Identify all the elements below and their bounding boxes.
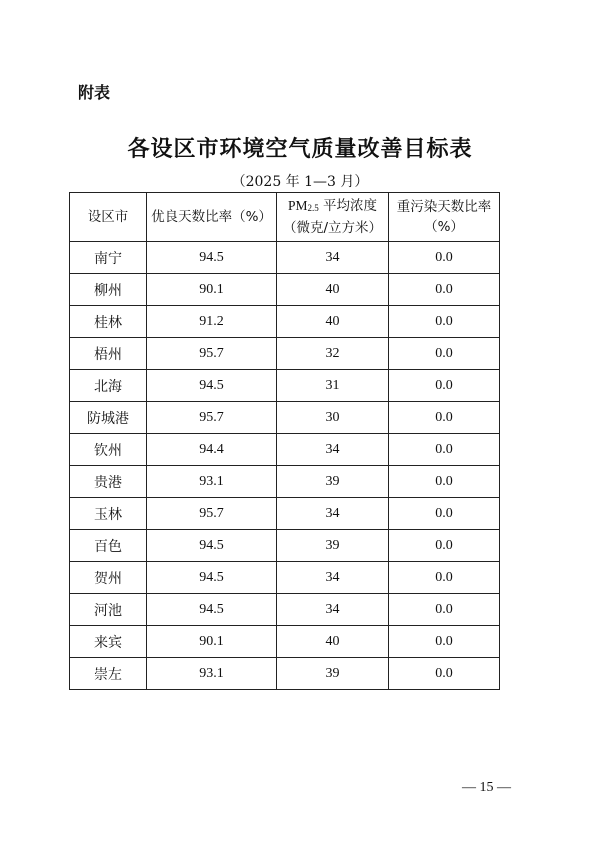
heavy-rate-cell: 0.0 xyxy=(389,434,500,466)
table-row xyxy=(70,370,500,402)
pm25-cell: 34 xyxy=(277,434,389,466)
pm25-cell: 39 xyxy=(277,466,389,498)
pm25-cell: 34 xyxy=(277,498,389,530)
table-row xyxy=(70,338,500,370)
heavy-rate-cell: 0.0 xyxy=(389,658,500,690)
pm25-cell: 31 xyxy=(277,370,389,402)
header-pm25-subscript: 2.5 xyxy=(307,203,319,213)
heavy-rate-cell: 0.0 xyxy=(389,402,500,434)
city-cell: 百色 xyxy=(70,530,147,562)
heavy-rate-cell: 0.0 xyxy=(389,498,500,530)
pm25-cell: 40 xyxy=(277,626,389,658)
air-quality-targets-table xyxy=(69,192,500,690)
heavy-rate-cell: 0.0 xyxy=(389,562,500,594)
good-rate-cell: 95.7 xyxy=(147,498,277,530)
heavy-rate-cell: 0.0 xyxy=(389,594,500,626)
table-row xyxy=(70,466,500,498)
header-pm25 xyxy=(277,193,389,242)
header-city-label: 设区市 xyxy=(87,209,129,225)
table-row xyxy=(70,434,500,466)
header-pm25-prefix: PM xyxy=(287,198,308,213)
table-row xyxy=(70,274,500,306)
header-city xyxy=(70,193,147,242)
table-row xyxy=(70,242,500,274)
heavy-rate-cell: 0.0 xyxy=(389,466,500,498)
pm25-cell: 40 xyxy=(277,306,389,338)
header-heavy-rate-unit: （%） xyxy=(424,219,464,235)
heavy-rate-cell: 0.0 xyxy=(389,306,500,338)
header-pm25-label: 平均浓度 xyxy=(323,198,378,214)
good-rate-cell: 95.7 xyxy=(147,402,277,434)
page-title: 各设区市环境空气质量改善目标表 xyxy=(127,136,473,162)
table-row xyxy=(70,402,500,434)
header-heavy-rate xyxy=(389,193,500,242)
city-cell: 河池 xyxy=(70,594,147,626)
table-row xyxy=(70,306,500,338)
city-cell: 桂林 xyxy=(70,306,147,338)
city-cell: 崇左 xyxy=(70,658,147,690)
city-cell: 钦州 xyxy=(70,434,147,466)
city-cell: 南宁 xyxy=(70,242,147,274)
city-cell: 贺州 xyxy=(70,562,147,594)
city-cell: 贵港 xyxy=(70,466,147,498)
city-cell: 柳州 xyxy=(70,274,147,306)
good-rate-cell: 94.5 xyxy=(147,594,277,626)
table-row xyxy=(70,498,500,530)
heavy-rate-cell: 0.0 xyxy=(389,274,500,306)
good-rate-cell: 94.5 xyxy=(147,562,277,594)
good-rate-cell: 90.1 xyxy=(147,626,277,658)
pm25-cell: 30 xyxy=(277,402,389,434)
header-good-rate xyxy=(147,193,277,242)
pm25-cell: 39 xyxy=(277,530,389,562)
page-subtitle: （2025 年 1—3 月） xyxy=(231,174,369,190)
page-number: — 15 — xyxy=(462,780,511,795)
heavy-rate-cell: 0.0 xyxy=(389,626,500,658)
header-heavy-rate-label: 重污染天数比率 xyxy=(396,199,492,215)
table-row xyxy=(70,530,500,562)
pm25-cell: 32 xyxy=(277,338,389,370)
city-cell: 梧州 xyxy=(70,338,147,370)
table-row xyxy=(70,594,500,626)
good-rate-cell: 90.1 xyxy=(147,274,277,306)
pm25-cell: 39 xyxy=(277,658,389,690)
city-cell: 防城港 xyxy=(70,402,147,434)
table-body xyxy=(70,242,500,690)
good-rate-cell: 95.7 xyxy=(147,338,277,370)
good-rate-cell: 94.5 xyxy=(147,370,277,402)
city-cell: 玉林 xyxy=(70,498,147,530)
pm25-cell: 40 xyxy=(277,274,389,306)
city-cell: 来宾 xyxy=(70,626,147,658)
good-rate-cell: 94.5 xyxy=(147,242,277,274)
pm25-cell: 34 xyxy=(277,594,389,626)
good-rate-cell: 94.5 xyxy=(147,530,277,562)
table-row xyxy=(70,562,500,594)
city-cell: 北海 xyxy=(70,370,147,402)
table-row xyxy=(70,626,500,658)
good-rate-cell: 93.1 xyxy=(147,658,277,690)
heavy-rate-cell: 0.0 xyxy=(389,530,500,562)
pm25-cell: 34 xyxy=(277,562,389,594)
header-pm25-unit: （微克/立方米） xyxy=(282,220,383,236)
good-rate-cell: 94.4 xyxy=(147,434,277,466)
heavy-rate-cell: 0.0 xyxy=(389,370,500,402)
table-row xyxy=(70,658,500,690)
pm25-cell: 34 xyxy=(277,242,389,274)
good-rate-cell: 91.2 xyxy=(147,306,277,338)
table-header-row xyxy=(70,193,500,242)
heavy-rate-cell: 0.0 xyxy=(389,338,500,370)
header-good-rate-label: 优良天数比率（%） xyxy=(151,209,272,225)
annex-label: 附表 xyxy=(78,83,111,102)
heavy-rate-cell: 0.0 xyxy=(389,242,500,274)
good-rate-cell: 93.1 xyxy=(147,466,277,498)
